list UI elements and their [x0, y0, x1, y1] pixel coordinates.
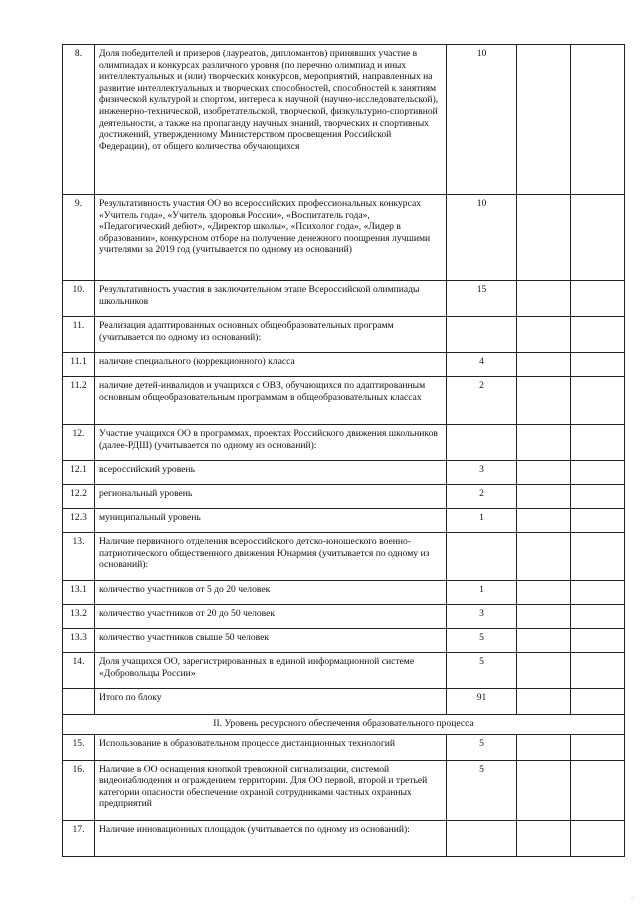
table-row — [63, 605, 625, 629]
empty-cell — [517, 461, 571, 485]
max-score — [447, 317, 517, 353]
table-row — [63, 45, 625, 195]
criteria-table-body — [63, 45, 625, 715]
max-score: 5 — [447, 734, 517, 760]
table-row — [63, 425, 625, 461]
max-score — [447, 425, 517, 461]
empty-cell — [517, 734, 571, 760]
row-number — [63, 689, 95, 715]
table-row — [63, 629, 625, 653]
table-row — [63, 485, 625, 509]
criterion-text: Участие учащихся ОО в программах, проектах Российского движения школьников (далее-РДШ) (учитывается по одному из оснований): — [95, 425, 447, 461]
empty-cell — [571, 581, 625, 605]
empty-cell — [571, 281, 625, 317]
criterion-text: Доля победителей и призеров (лауреатов, дипломантов) принявших участие в олимпиадах и конкурсах различного уровня (по перечню олимпиад и иных интеллектуальных и (или) творческих конкурсов, мероприятий, направленных на развитие интеллектуальных и творческих способностей, способностей к занятиям физической культурой и спортом, интереса к научной (научно-исследовательской), инженерно-технической, изобретательской, творческой, физкультурно-спортивной деятельности, а также на пропаганду научных знаний, творческих и спортивных достижений, утвержденному Министерством просвещения Российской Федерации), от общего количества обучающихся — [95, 45, 447, 195]
max-score: 5 — [447, 653, 517, 689]
empty-cell — [571, 734, 625, 760]
criteria-table — [62, 44, 625, 857]
empty-cell — [517, 533, 571, 581]
table-row — [63, 581, 625, 605]
empty-cell — [571, 653, 625, 689]
max-score: 1 — [447, 581, 517, 605]
empty-cell — [517, 281, 571, 317]
row-number: 15. — [63, 734, 95, 760]
empty-cell — [571, 820, 625, 856]
empty-cell — [571, 509, 625, 533]
max-score: 5 — [447, 629, 517, 653]
table-row — [63, 689, 625, 715]
empty-cell — [571, 485, 625, 509]
table-row — [63, 653, 625, 689]
row-number: 12. — [63, 425, 95, 461]
max-score: 5 — [447, 760, 517, 820]
empty-cell — [517, 317, 571, 353]
max-score: 10 — [447, 195, 517, 281]
max-score — [447, 820, 517, 856]
criterion-text: муниципальный уровень — [95, 509, 447, 533]
criterion-text: наличие детей-инвалидов и учащихся с ОВЗ, обучающихся по адаптированным основным общеобразовательным программам в общеобразовательных классах — [95, 377, 447, 425]
table-row — [63, 317, 625, 353]
empty-cell — [571, 45, 625, 195]
empty-cell — [517, 353, 571, 377]
max-score: 2 — [447, 485, 517, 509]
empty-cell — [517, 581, 571, 605]
row-number: 13. — [63, 533, 95, 581]
empty-cell — [517, 689, 571, 715]
max-score: 10 — [447, 45, 517, 195]
row-number: 12.2 — [63, 485, 95, 509]
empty-cell — [571, 629, 625, 653]
empty-cell — [517, 195, 571, 281]
row-number: 13.1 — [63, 581, 95, 605]
row-number: 12.1 — [63, 461, 95, 485]
empty-cell — [571, 317, 625, 353]
table-row — [63, 509, 625, 533]
empty-cell — [517, 820, 571, 856]
max-score: 91 — [447, 689, 517, 715]
row-number: 11.2 — [63, 377, 95, 425]
empty-cell — [517, 760, 571, 820]
max-score: 3 — [447, 605, 517, 629]
empty-cell — [571, 605, 625, 629]
empty-cell — [517, 425, 571, 461]
criterion-text: наличие специального (коррекционного) класса — [95, 353, 447, 377]
criteria-table-body-2 — [63, 734, 625, 856]
table-row — [63, 353, 625, 377]
max-score: 2 — [447, 377, 517, 425]
empty-cell — [571, 425, 625, 461]
table-row — [63, 461, 625, 485]
row-number: 11. — [63, 317, 95, 353]
criterion-text: количество участников от 20 до 50 человек — [95, 605, 447, 629]
empty-cell — [571, 760, 625, 820]
max-score: 15 — [447, 281, 517, 317]
table-row — [63, 533, 625, 581]
criterion-text: Результативность участия ОО во всероссийских профессиональных конкурсах «Учитель года», «Учитель здоровья России», «Воспитатель года», «Педагогический дебют», «Директор школы», «Психолог года», «Лидер в образовании», конкурсном отборе на получение денежного поощрения лучшими учителями за 2019 год (учитывается по одному из оснований) — [95, 195, 447, 281]
table-row — [63, 281, 625, 317]
empty-cell — [517, 605, 571, 629]
empty-cell — [571, 195, 625, 281]
empty-cell — [517, 485, 571, 509]
row-number: 13.2 — [63, 605, 95, 629]
row-number: 12.3 — [63, 509, 95, 533]
empty-cell — [571, 689, 625, 715]
criterion-text: Использование в образовательном процессе дистанционных технологий — [95, 734, 447, 760]
row-number: 9. — [63, 195, 95, 281]
criterion-text: Итого по блоку — [95, 689, 447, 715]
max-score — [447, 533, 517, 581]
empty-cell — [571, 533, 625, 581]
row-number: 14. — [63, 653, 95, 689]
empty-cell — [517, 45, 571, 195]
criterion-text: Наличие первичного отделения всероссийского детско-юношеского военно-патриотического общественного движения Юнармия (учитывается по одному из оснований): — [95, 533, 447, 581]
empty-cell — [517, 509, 571, 533]
empty-cell — [571, 353, 625, 377]
criterion-text: Реализация адаптированных основных общеобразовательных программ (учитывается по одному из оснований): — [95, 317, 447, 353]
row-number: 13.3 — [63, 629, 95, 653]
max-score: 1 — [447, 509, 517, 533]
max-score: 4 — [447, 353, 517, 377]
table-row — [63, 195, 625, 281]
criterion-text: Наличие инновационных площадок (учитывается по одному из оснований): — [95, 820, 447, 856]
table-row — [63, 760, 625, 820]
row-number: 17. — [63, 820, 95, 856]
criterion-text: Результативность участия в заключительном этапе Всероссийской олимпиады школьников — [95, 281, 447, 317]
section-header-row — [63, 715, 625, 735]
criterion-text: всероссийский уровень — [95, 461, 447, 485]
criterion-text: региональный уровень — [95, 485, 447, 509]
row-number: 8. — [63, 45, 95, 195]
table-row — [63, 734, 625, 760]
corner-mark: .: — [630, 895, 634, 901]
row-number: 10. — [63, 281, 95, 317]
section-title: II. Уровень ресурсного обеспечения образовательного процесса — [63, 715, 625, 735]
row-number: 11.1 — [63, 353, 95, 377]
table-row — [63, 820, 625, 856]
max-score: 3 — [447, 461, 517, 485]
empty-cell — [571, 461, 625, 485]
criterion-text: количество участников свыше 50 человек — [95, 629, 447, 653]
table-row — [63, 377, 625, 425]
criterion-text: Доля учащихся ОО, зарегистрированных в единой информационной системе «Добровольцы России» — [95, 653, 447, 689]
row-number: 16. — [63, 760, 95, 820]
empty-cell — [571, 377, 625, 425]
empty-cell — [517, 653, 571, 689]
empty-cell — [517, 629, 571, 653]
criterion-text: количество участников от 5 до 20 человек — [95, 581, 447, 605]
empty-cell — [517, 377, 571, 425]
criterion-text: Наличие в ОО оснащения кнопкой тревожной сигнализации, системой видеонаблюдения и ограждением территории. Для ОО первой, второй и третьей категории опасности обеспечение охраной сотрудниками частных охранных предприятий — [95, 760, 447, 820]
